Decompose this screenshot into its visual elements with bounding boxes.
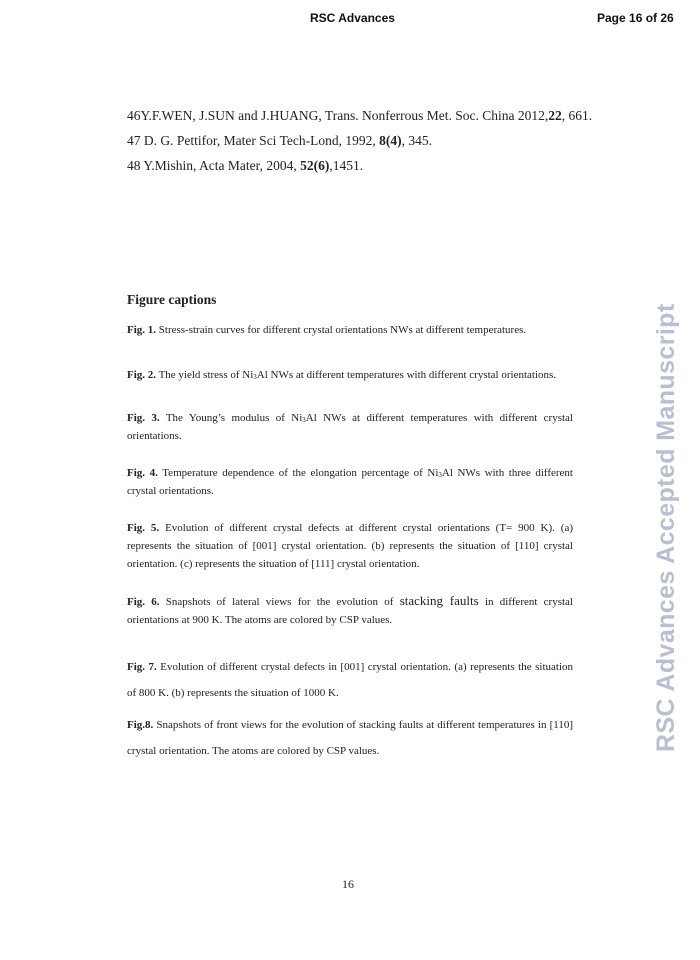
reference-46: 46Y.F.WEN, J.SUN and J.HUANG, Trans. Nonferrous Met. Soc. China 2012,22, 661. [127, 108, 593, 123]
caption-fig-7: Fig. 7. Evolution of different crystal defects in [001] crystal orientation. (a) represents the situation of 800 K. (b) represents the situation of 1000 K. [127, 661, 573, 699]
caption-label: Fig. 4. [127, 467, 158, 479]
accepted-manuscript-watermark: RSC Advances Accepted Manuscript [652, 303, 680, 752]
page-number: 16 [342, 877, 354, 891]
reference-list [127, 103, 597, 178]
caption-label: Fig. 1. [127, 324, 157, 336]
reference-volume: 8(4) [379, 133, 402, 148]
caption-label: Fig. 5. [127, 522, 160, 534]
caption-label: Fig. 2. [127, 369, 157, 381]
figure-captions-section [127, 292, 573, 764]
reference-volume: 52(6) [300, 158, 330, 173]
caption-fig-5: Fig. 5. Evolution of different crystal defects at different crystal orientations (T= 900 K). (a) represents the situation of [001] crystal orientation. (b) represents the situation of [110] crystal orientation. (c) represents the situation of [111] crystal orientation. [127, 522, 573, 570]
reference-47: 47 D. G. Pettifor, Mater Sci Tech-Lond, 1992, 8(4), 345. [127, 133, 432, 148]
caption-label: Fig. 7. [127, 661, 157, 673]
caption-label: Fig. 6. [127, 596, 160, 608]
caption-fig-3: Fig. 3. The Young’s modulus of $Ni_3Al$ NWs at different temperatures with different crystal orientations. [127, 412, 573, 442]
reference-48: 48 Y.Mishin, Acta Mater, 2004, 52(6),1451. [127, 158, 364, 173]
reference-volume: 22 [548, 108, 562, 123]
running-header-journal: RSC Advances [310, 11, 395, 25]
running-header-page: Page 16 of 26 [597, 11, 674, 25]
caption-fig-6: Fig. 6. Snapshots of lateral views for the evolution of stacking faults in different crystal orientations at 900 K. The atoms are colored by CSP values. [127, 593, 573, 626]
caption-fig-1: Fig. 1. Stress-strain curves for different crystal orientations NWs at different temperatures. [127, 324, 527, 336]
caption-label: Fig. 3. [127, 412, 160, 424]
caption-label: Fig.8. [127, 719, 154, 731]
caption-fig-4: Fig. 4. Temperature dependence of the elongation percentage of $Ni_3Al$ NWs with three different crystal orientations. [127, 467, 573, 497]
caption-fig-8: Fig.8. Snapshots of front views for the evolution of stacking faults at different temperatures in [110] crystal orientation. The atoms are colored by CSP values. [127, 719, 573, 757]
section-heading: Figure captions [127, 292, 217, 307]
caption-fig-2: Fig. 2. The yield stress of $Ni_3Al$ NWs at different temperatures with different crystal orientations. [127, 369, 557, 381]
